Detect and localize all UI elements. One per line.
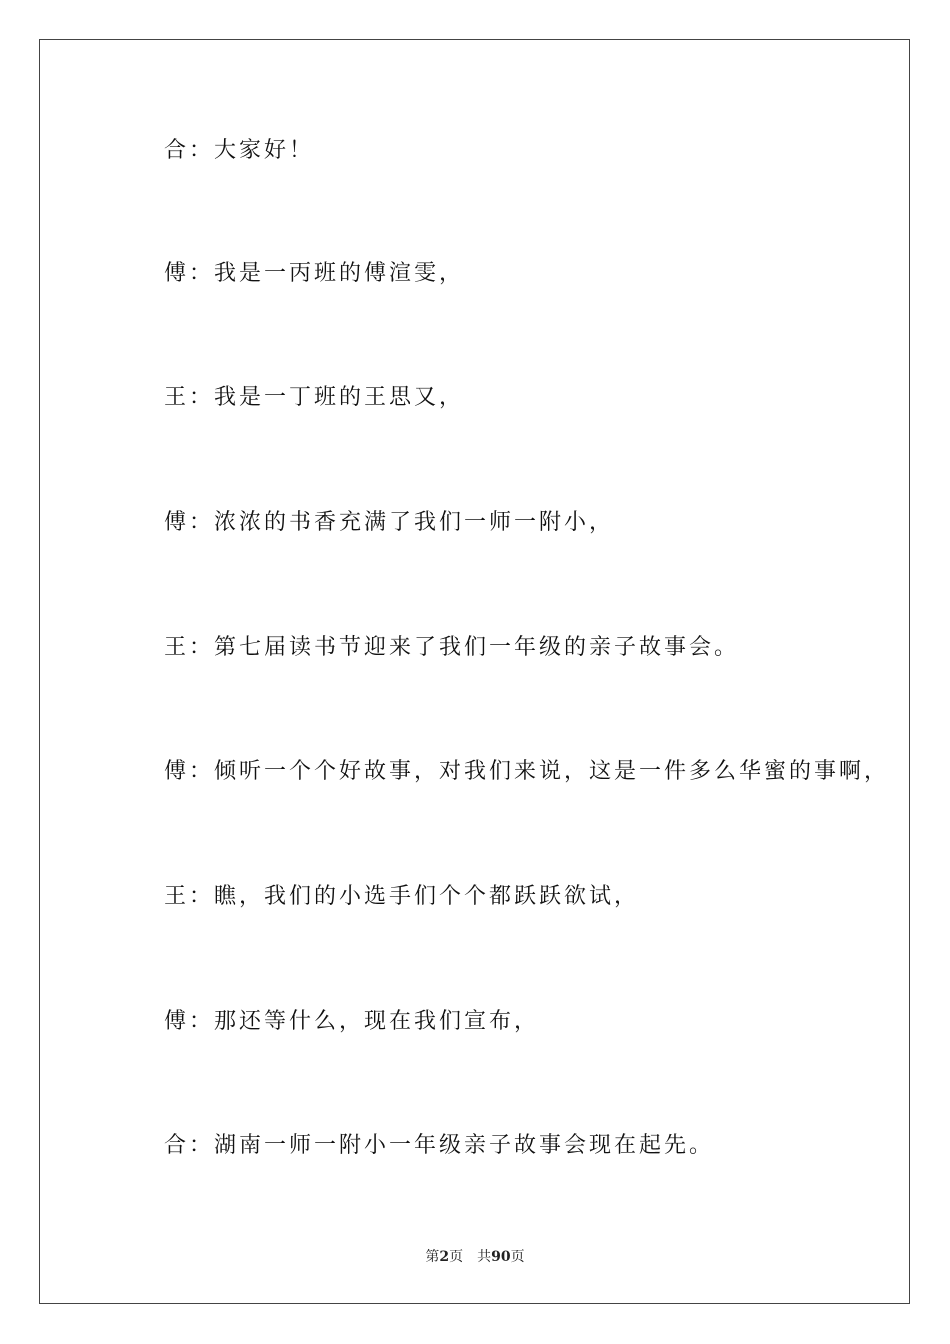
- footer-total-pages: 90: [491, 1249, 511, 1265]
- footer-total-prefix: 共: [477, 1249, 492, 1265]
- dialogue-line: 傅：那还等什么，现在我们宣布，: [164, 1009, 540, 1034]
- dialogue-line: 合：湖南一师一附小一年级亲子故事会现在起先。: [164, 1133, 715, 1158]
- dialogue-line: 王：我是一丁班的王思又，: [164, 385, 465, 410]
- dialogue-line: 合：大家好！: [164, 138, 315, 163]
- footer-page-number: 2: [439, 1249, 450, 1265]
- dialogue-line: 王：第七届读书节迎来了我们一年级的亲子故事会。: [164, 635, 740, 660]
- footer-total-suffix: 页: [510, 1249, 525, 1265]
- dialogue-line: 傅：我是一丙班的傅渲雯，: [164, 261, 465, 286]
- dialogue-line: 傅：倾听一个个好故事，对我们来说，这是一件多么华蜜的事啊，: [164, 759, 890, 784]
- footer-page-suffix: 页: [449, 1249, 464, 1265]
- footer-page-prefix: 第: [425, 1249, 440, 1265]
- dialogue-line: 傅：浓浓的书香充满了我们一师一附小，: [164, 510, 615, 535]
- page-footer: [0, 1247, 950, 1267]
- dialogue-line: 王：瞧，我们的小选手们个个都跃跃欲试，: [164, 884, 640, 909]
- page-border: [39, 39, 910, 1304]
